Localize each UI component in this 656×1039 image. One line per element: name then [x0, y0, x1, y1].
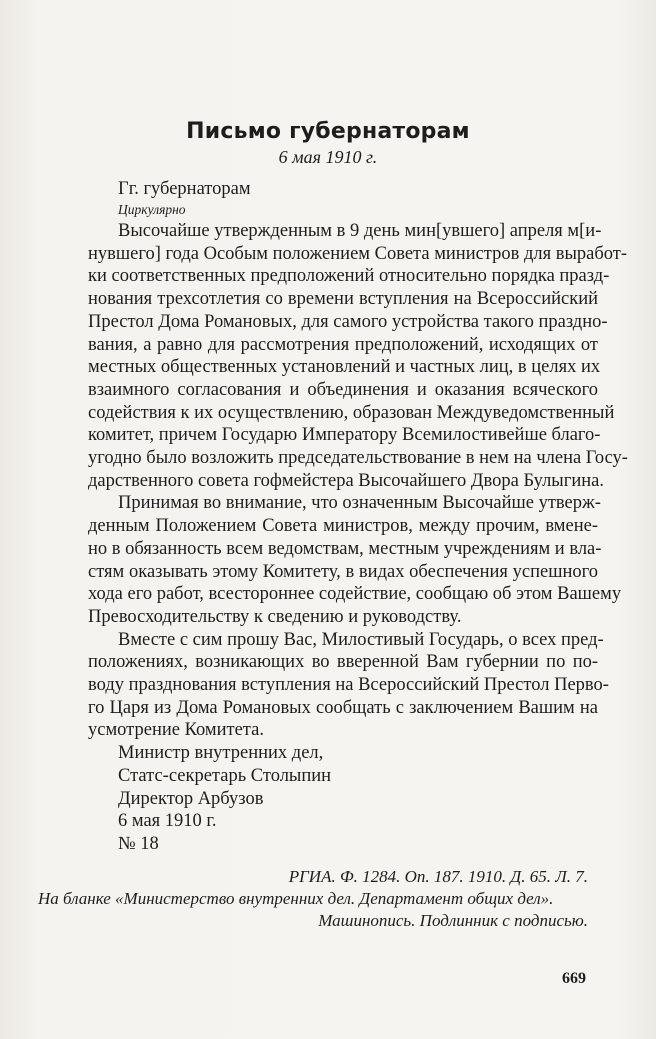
- text-line: содействия к их осуществлению, образован Междуведомственный: [88, 402, 615, 423]
- signature-line: 6 мая 1910 г.: [118, 811, 217, 832]
- text-line: Принимая во внимание, что означенным Высочайше утверж-: [118, 493, 601, 514]
- text-line: Высочайше утвержденным в 9 день мин[увшего] апреля м[и-: [118, 221, 602, 241]
- signature-line: Министр внутренних дел,: [118, 743, 324, 764]
- archive-reference: РГИА. Ф. 1284. Оп. 187. 1910. Д. 65. Л. 7.: [288, 866, 588, 886]
- letter-date: 6 мая 1910 г.: [278, 147, 378, 167]
- signature-line: Статс-секретарь Столыпин: [118, 765, 332, 786]
- text-line: Престол Дома Романовых, для самого устройства такого праздно-: [88, 311, 608, 332]
- text-line: взаимного согласования и объединения и оказания всяческого: [88, 379, 598, 400]
- text-line: го Царя из Дома Романовых сообщать с заключением Вашим на: [88, 697, 598, 718]
- form-note: На бланке «Министерство внутренних дел. Департамент общих дел».: [38, 888, 554, 908]
- text-line: ки соответственных предположений относительно порядка празд-: [88, 266, 610, 287]
- paragraph-3: [88, 629, 609, 743]
- text-line: стям оказывать этому Комитету, в видах обеспечения успешного: [88, 561, 598, 582]
- text-line: положениях, возникающих во вверенной Вам губернии по по-: [88, 652, 598, 673]
- text-line: хода его работ, всестороннее содействие, сообщаю об этом Вашему: [88, 584, 622, 605]
- page-number: 669: [562, 970, 586, 987]
- signature-block: [118, 742, 598, 856]
- addressee: Гг. губернаторам: [118, 179, 251, 199]
- text-line: вания, а равно для рассмотрения предположений, исходящих от: [88, 334, 598, 355]
- signature-line: № 18: [118, 833, 159, 854]
- text-line: местных общественных установлений и частных лиц, в целях их: [88, 357, 601, 378]
- text-line: угодно было возложить председательствование в нем на члена Госу-: [88, 448, 628, 469]
- paragraph-2: [88, 492, 622, 628]
- page-title: Письмо губернаторам: [186, 119, 470, 144]
- text-line: воду празднования вступления на Всероссийский Престол Перво-: [88, 675, 609, 696]
- typescript-note: Машинопись. Подлинник с подписью.: [318, 910, 588, 930]
- text-line: но в обязанность всем ведомствам, местным учреждениям и вла-: [88, 538, 602, 559]
- text-line: нования трехсотлетия со времени вступления на Всероссийский: [88, 289, 598, 310]
- signature-line: Директор Арбузов: [118, 788, 264, 809]
- text-line: нувшего] года Особым положением Совета министров для выработ-: [88, 243, 628, 264]
- paragraph-1: [88, 220, 628, 492]
- text-line: Превосходительству к сведению и руководству.: [88, 606, 462, 627]
- text-line: дарственного совета гофмейстера Высочайшего Двора Булыгина.: [88, 470, 604, 491]
- text-line: денным Положением Совета министров, между прочим, вмене-: [88, 516, 598, 537]
- text-line: комитет, причем Государю Императору Всемилостивейше благо-: [88, 425, 601, 446]
- letter-body: [38, 118, 628, 932]
- text-line: Вместе с сим прошу Вас, Милостивый Государь, о всех пред-: [118, 629, 604, 650]
- text-line: усмотрение Комитета.: [88, 720, 264, 741]
- circular-note: Циркулярно: [118, 202, 186, 217]
